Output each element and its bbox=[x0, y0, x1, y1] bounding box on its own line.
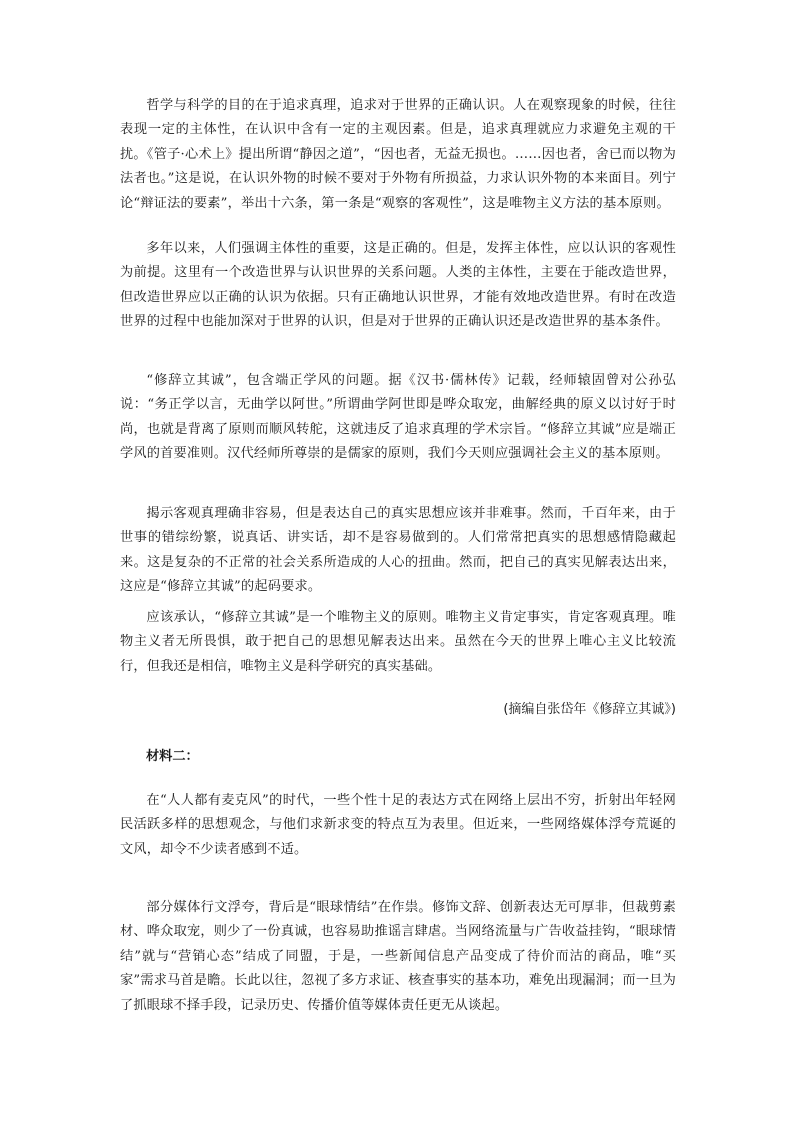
material-two-paragraph-2: 部分媒体行文浮夸，背后是“眼球情结”在作祟。修饰文辞、创新表达无可厚非，但裁剪素材、哗众取宠，则少了一份真诚，也容易助推谣言肆虐。当网络流量与广告收益挂钩，“眼球情结”就与“营销心态”结成了同盟，于是，一些新闻信息产品变成了待价而沽的商品，唯“买家”需求马首是瞻。长此以往，忽视了多方求证、核查事实的基本功，难免出现漏洞；而一旦为了抓眼球不择手段，记录历史、传播价值等媒体责任更无从谈起。 bbox=[120, 900, 676, 1013]
source-citation: (摘编自张岱年《修辞立其诚》) bbox=[503, 702, 676, 717]
material-one-paragraph-5: 应该承认，“修辞立其诚”是一个唯物主义的原则。唯物主义肯定事实，肯定客观真理。唯物主义者无所畏惧，敢于把自己的思想见解表达出来。虽然在今天的世界上唯心主义比较流行，但我还是相信，唯物主义是科学研究的真实基础。 bbox=[120, 610, 676, 674]
material-two-paragraph-1: 在“人人都有麦克风”的时代，一些个性十足的表达方式在网络上层出不穷，折射出年轻网民活跃多样的思想观念，与他们求新求变的特点互为表里。但近来，一些网络媒体浮夸荒诞的文风，却令不少读者感到不适。 bbox=[120, 793, 676, 857]
material-one-paragraph-2: 多年以来，人们强调主体性的重要，这是正确的。但是，发挥主体性，应以认识的客观性为前提。这里有一个改造世界与认识世界的关系问题。人类的主体性，主要在于能改造世界，但改造世界应以正确的认识为依据。只有正确地认识世界，才能有效地改造世界。有时在改造世界的过程中也能加深对于世界的认识，但是对于世界的正确认识还是改造世界的基本条件。 bbox=[120, 241, 676, 330]
material-one-paragraph-3: “修辞立其诚”，包含端正学风的问题。据《汉书·儒林传》记载，经师辕固曾对公孙弘说：“务正学以言，无曲学以阿世。”所谓曲学阿世即是哗众取宠，曲解经典的原义以讨好于时尚，也就是背离了原则而顺风转舵，这就违反了追求真理的学术宗旨。“修辞立其诚”应是端正学风的首要准则。汉代经师所尊崇的是儒家的原则，我们今天则应强调社会主义的基本原则。 bbox=[120, 373, 676, 462]
material-two-heading: 材料二： bbox=[146, 749, 199, 764]
material-one-paragraph-4: 揭示客观真理确非容易，但是表达自己的真实思想应该并非难事。然而，千百年来，由于世事的错综纷繁，说真话、讲实话，却不是容易做到的。人们常常把真实的思想感情隐藏起来。这是复杂的不正常的社会关系所造成的人心的扭曲。然而，把自己的真实见解表达出来，这应是“修辞立其诚”的起码要求。 bbox=[120, 506, 676, 595]
material-one-paragraph-1: 哲学与科学的目的在于追求真理，追求对于世界的正确认识。人在观察现象的时候，往往表现一定的主体性，在认识中含有一定的主观因素。但是，追求真理就应力求避免主观的干扰。《管子·心术上》提出所谓“静因之道”，“因也者，无益无损也。……因也者，舍已而以物为法者也。”这是说，在认识外物的时候不要对于外物有所损益，力求认识外物的本来面目。列宁论“辩证法的要素”，举出十六条，第一条是“观察的客观性”，这是唯物主义方法的基本原则。 bbox=[120, 98, 676, 211]
